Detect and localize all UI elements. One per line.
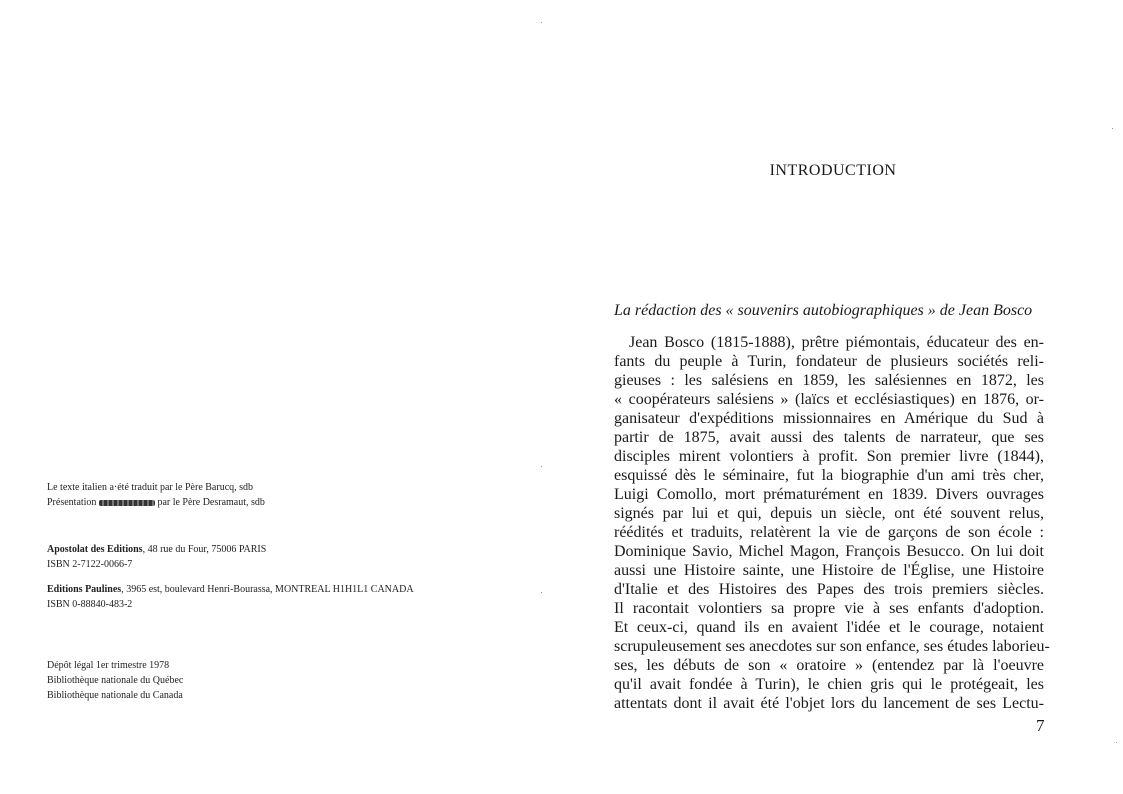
redacted-mark: [99, 500, 155, 506]
isbn: ISBN 0-88840-483-2: [47, 599, 133, 610]
scan-speck: [1112, 128, 1113, 129]
body-line: signés par lui et qui, depuis un siècle, ont été souvent relus,: [614, 505, 1044, 522]
publisher-paris: [47, 542, 266, 572]
publisher-address: , 48 rue du Four, 75006 PARIS: [142, 544, 267, 555]
body-line: Dominique Savio, Michel Magon, François Besucco. On lui doit: [614, 543, 1044, 560]
chapter-title: INTRODUCTION: [769, 162, 897, 179]
legal-line: Bibliothèque nationale du Canada: [47, 690, 183, 701]
page-number: 7: [1036, 716, 1045, 735]
credit-translation: Le texte italien a·été traduit par le Père Barucq, sdb: [47, 482, 254, 493]
translation-credits: [47, 480, 265, 510]
body-line: disciples mirent volontiers à profit. Son premier livre (1844),: [614, 448, 1044, 465]
body-line: aussi une Histoire sainte, une Histoire de l'Église, une Histoire: [614, 562, 1044, 579]
body-line: Et ceux-ci, quand ils en avaient l'idée et le courage, notaient: [614, 619, 1044, 636]
scan-speck: [541, 22, 542, 23]
body-line: ganisateur d'expéditions missionnaires en Amérique du Sud à: [614, 410, 1044, 427]
body-line: fants du peuple à Turin, fondateur de plusieurs sociétés reli-: [614, 353, 1044, 370]
body-line: qu'il avait fondée à Turin), le chien gris qui le protégeait, les: [614, 676, 1044, 693]
credit-presentation-text: par le Père Desramaut, sdb: [154, 497, 265, 508]
body-line: ses, les débuts de son « oratoire » (entendez par là l'oeuvre: [614, 657, 1044, 674]
legal-line: Bibliothèque nationale du Québec: [47, 675, 184, 686]
body-line: Il racontait volontiers sa propre vie à ses enfants d'adoption.: [614, 600, 1044, 617]
body-line: Jean Bosco (1815-1888), prêtre piémontais, éducateur des en-: [629, 334, 1044, 351]
body-text: [614, 333, 1050, 713]
credit-presentation: [47, 495, 265, 510]
body-line: esquissé dès le séminaire, fut la biographie d'un ami très cher,: [614, 467, 1044, 484]
publisher-montreal: [47, 582, 414, 612]
body-line: réédités et traduits, relatèrent la vie de garçons de son école :: [614, 524, 1044, 541]
body-line: « coopérateurs salésiens » (laïcs et ecclésiastiques) en 1876, or-: [614, 391, 1044, 408]
credit-presentation-prefix: Présentation: [47, 497, 99, 508]
body-line: partir de 1875, avait aussi des talents de narrateur, que ses: [614, 429, 1044, 446]
section-subtitle: La rédaction des « souvenirs autobiographiques » de Jean Bosco: [614, 302, 1033, 319]
publisher-address: , 3965 est, boulevard Henri-Bourassa, MONTREAL H1H1L1 CANADA: [121, 584, 414, 595]
legal-line: Dépôt légal 1er trimestre 1978: [47, 660, 170, 671]
scan-speck: [1116, 742, 1117, 743]
isbn: ISBN 2-7122-0066-7: [47, 559, 133, 570]
scan-speck: [541, 466, 542, 467]
body-line: attentats dont il avait été l'objet lors du lancement de ses Lectu-: [614, 695, 1044, 712]
publisher-name: Editions Paulines: [47, 584, 122, 595]
scan-speck: [541, 592, 542, 593]
body-line: gieuses : les salésiens en 1859, les salésiennes en 1872, les: [614, 372, 1044, 389]
publisher-name: Apostolat des Editions: [47, 544, 143, 555]
legal-deposit: [47, 658, 183, 703]
body-line: d'Italie et des Histoires des Papes des trois premiers siècles.: [614, 581, 1044, 598]
body-line: Luigi Comollo, mort prématurément en 1839. Divers ouvrages: [614, 486, 1044, 503]
body-line: scrupuleusement ses anecdotes sur son enfance, ses études laborieu-: [614, 638, 1050, 655]
